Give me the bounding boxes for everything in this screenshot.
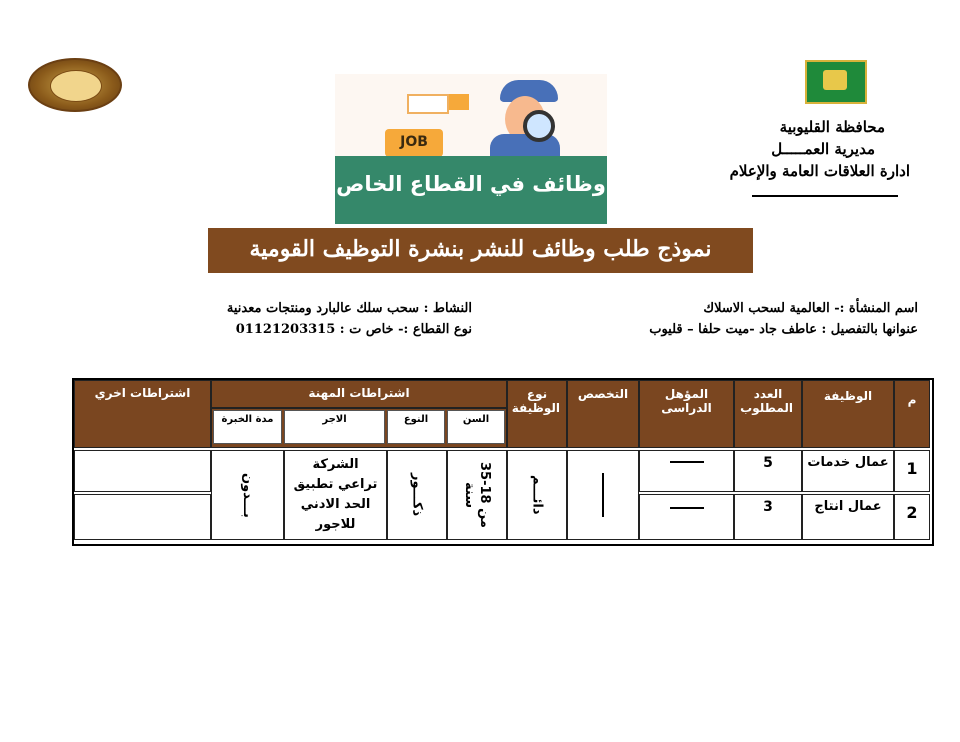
company-sector-phone: نوع القطاع :- خاص ت : 01121203315 xyxy=(235,322,472,337)
row1-count: 5 xyxy=(734,450,802,492)
empty-bar xyxy=(602,473,604,517)
subheader-gender: النوع xyxy=(387,410,445,444)
header-count: العدد المطلوب xyxy=(734,380,802,448)
wage-merged: الشركة تراعي تطبيق الحد الادني للاجور xyxy=(284,450,387,540)
header-specialty: التخصص xyxy=(567,380,639,448)
row1-other-conditions xyxy=(74,450,211,492)
age-merged xyxy=(447,450,507,540)
company-name: اسم المنشأة :- العالمية لسحب الاسلاك xyxy=(703,301,918,316)
header-job-type: نوع الوظيفة xyxy=(507,380,567,448)
header-profession-conditions: اشتراطات المهنة xyxy=(211,380,507,408)
empty-dash xyxy=(670,507,704,509)
header-other-conditions: اشتراطات اخري xyxy=(74,380,211,448)
header-no: م xyxy=(894,380,930,448)
header-divider xyxy=(752,195,898,197)
header-qualification: المؤهل الدراسى xyxy=(639,380,734,448)
subheader-experience: مدة الخبرة xyxy=(213,410,282,444)
row1-no: 1 xyxy=(894,450,930,492)
subheader-wage: الاجر xyxy=(284,410,385,444)
document-icon xyxy=(407,94,449,114)
specialty-merged xyxy=(567,450,639,540)
folder-icon xyxy=(449,94,469,110)
eagle-emblem-icon xyxy=(50,70,102,102)
header-directorate: مديرية العمـــــل xyxy=(771,140,875,158)
company-address: عنوانها بالتفصيل : عاطف جاد -ميت حلفا – قليوب xyxy=(649,322,918,337)
row1-qualification xyxy=(639,450,734,492)
ministry-of-labour-logo xyxy=(28,58,122,112)
job-type-value: دائـــم xyxy=(529,475,545,515)
gender-value: ذكـــور xyxy=(409,473,425,517)
private-sector-jobs-banner xyxy=(335,74,607,224)
job-type-merged xyxy=(507,450,567,540)
header-department: ادارة العلاقات العامة والإعلام xyxy=(729,162,910,180)
gender-merged xyxy=(387,450,447,540)
experience-value: بـــدون xyxy=(240,472,255,518)
row2-other-conditions xyxy=(74,494,211,540)
empty-dash xyxy=(670,461,704,463)
header-job: الوظيفة xyxy=(802,380,894,448)
job-label: JOB xyxy=(400,134,428,150)
age-value: من 18-35 سنة xyxy=(462,462,492,528)
header-governorate: محافظة القليوبية xyxy=(779,118,885,136)
banner-illustration xyxy=(335,74,607,156)
qalyubia-governorate-logo xyxy=(805,60,867,104)
row2-job: عمال انتاج xyxy=(802,494,894,540)
experience-merged xyxy=(211,450,284,540)
row2-no: 2 xyxy=(894,494,930,540)
magnifier-icon xyxy=(523,110,555,142)
row1-job: عمال خدمات xyxy=(802,450,894,492)
row2-qualification xyxy=(639,494,734,540)
page-title: نموذج طلب وظائف للنشر بنشرة التوظيف القومية xyxy=(249,236,712,262)
emblem-icon xyxy=(823,70,847,90)
jobs-table xyxy=(72,378,934,546)
banner-caption: وظائف في القطاع الخاص xyxy=(336,172,606,196)
row2-count: 3 xyxy=(734,494,802,540)
company-activity: النشاط : سحب سلك عالبارد ومنتجات معدنية xyxy=(226,301,472,316)
subheader-age: السن xyxy=(447,410,505,444)
